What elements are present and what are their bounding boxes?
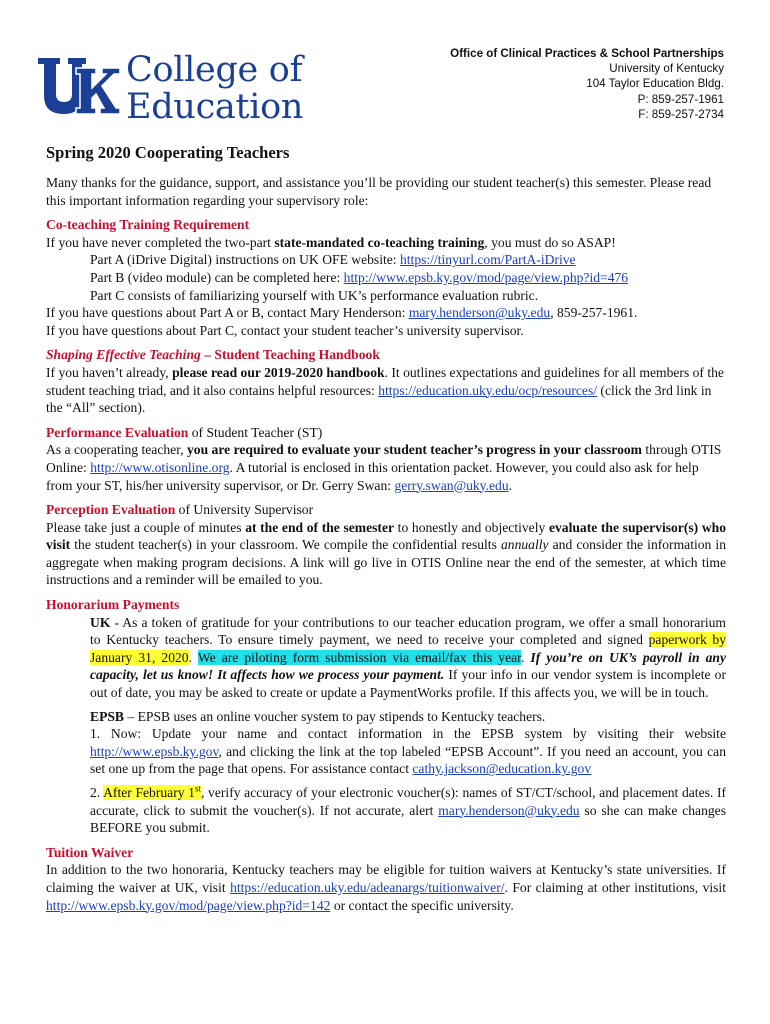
epsb-tuition-link[interactable]: http://www.epsb.ky.gov/mod/page/view.php?id=142 — [46, 897, 331, 913]
heading-red: Performance Evaluation — [46, 424, 189, 440]
coteaching-part-b — [46, 269, 726, 287]
document-body — [46, 143, 726, 914]
text: . — [508, 477, 513, 493]
section-handbook — [46, 346, 726, 416]
text: 1. Now: Update your name and contact information in the EPSB system by visiting their website — [90, 726, 726, 742]
text: . — [520, 649, 531, 665]
gerry-swan-email-link[interactable]: gerry.swan@uky.edu — [394, 477, 509, 493]
text: or contact the specific university. — [330, 897, 514, 913]
tuition-heading: Tuition Waiver — [46, 844, 134, 860]
text: In addition to the two honoraria, Kentucky teachers may be eligible for tuition waivers at Kentucky’s state universities. If claiming the waiver at UK, visit — [46, 862, 726, 895]
part-b-link[interactable]: http://www.epsb.ky.gov/mod/page/view.php?id=476 — [343, 269, 629, 285]
section-performance-evaluation — [46, 424, 726, 494]
text: . — [188, 649, 198, 665]
resources-link[interactable]: https://education.uky.edu/ocp/resources/ — [378, 382, 598, 398]
heading-red: Perception Evaluation — [46, 502, 176, 518]
uk-label: UK — [90, 614, 111, 630]
coteaching-contact-ab — [46, 304, 726, 322]
performance-paragraph — [46, 441, 726, 494]
text: . For claiming at other institutions, visit — [504, 879, 726, 895]
heading-rest: – Student Teaching Handbook — [200, 347, 380, 363]
office-address: 104 Taylor Education Bldg. — [586, 77, 724, 91]
office-phone: P: 859-257-1961 — [637, 92, 724, 106]
emphasis: state-mandated co-teaching training — [274, 234, 485, 250]
logo-line-2: Education — [126, 87, 304, 127]
text: and consider the information in aggregate when making program decisions. A link will go live in OTIS Online near the end of the semester, at which time instructions and a reminder will be emailed to you. — [46, 537, 726, 588]
text: If your info in our vendor system is incomplete or out of date, you may be asked to create or update a PaymentWorks profile. If this affects you, we will be in touch. — [90, 667, 727, 701]
emphasis: evaluate the supervisor(s) who visit — [46, 519, 727, 553]
text: – EPSB uses an online voucher system to pay stipends to Kentucky teachers. — [124, 708, 546, 724]
tuition-paragraph — [46, 861, 726, 914]
coteaching-heading: Co-teaching Training Requirement — [46, 217, 250, 233]
text: through OTIS Online: — [46, 442, 722, 475]
logo-line-1: College of — [126, 50, 303, 90]
mary-henderson-email-link-2[interactable]: mary.henderson@uky.edu — [438, 802, 580, 818]
part-a-link[interactable]: https://tinyurl.com/PartA-iDrive — [399, 252, 576, 268]
performance-heading — [46, 424, 726, 442]
text: , you must do so ASAP! — [484, 234, 616, 250]
otis-online-link[interactable]: http://www.otisonline.org — [90, 459, 230, 475]
text: Please take just a couple of minutes — [46, 519, 246, 535]
office-fax: F: 859-257-2734 — [638, 107, 724, 121]
honorarium-heading: Honorarium Payments — [46, 597, 180, 613]
text: to honestly and objectively — [394, 519, 549, 535]
highlight-after-feb — [103, 785, 201, 800]
text: As a cooperating teacher, — [46, 442, 187, 458]
logo-wordmark — [126, 52, 303, 126]
emphasis-payroll: If you’re on UK’s payroll in any capacity, let us know! It affects how we process your payment. — [90, 649, 726, 683]
highlight-pilot: We are piloting form submission via email/fax this year — [197, 649, 521, 665]
text: 2. — [90, 785, 104, 800]
section-perception-evaluation — [46, 501, 726, 589]
text: - As a token of gratitude for your contributions to our teacher education program, we offer a small honorarium to Kentucky teachers. To ensure timely payment, we need to receive your completed and signed — [90, 614, 726, 648]
office-address-block — [450, 46, 724, 122]
handbook-heading — [46, 346, 726, 364]
text: , and clicking the link at the top labeled “EPSB Account”. If you need an account, you can set one up from the page that opens. For assistance contact — [90, 743, 726, 777]
emphasis: you are required to evaluate your student teacher’s progress in your classroom — [187, 442, 642, 458]
letterhead — [0, 0, 770, 130]
highlight-deadline: paperwork by January 31, 2020 — [90, 632, 726, 665]
italic-text: annually — [500, 537, 549, 553]
epsb-label: EPSB — [90, 708, 124, 724]
coteaching-requirement — [46, 234, 726, 252]
honorarium-epsb-paragraph — [46, 708, 726, 726]
superscript: st — [194, 783, 201, 794]
text: If you have questions about Part A or B, contact Mary Henderson: — [46, 305, 409, 321]
perception-paragraph — [46, 519, 726, 589]
text: . It outlines expectations and guidelines for all members of the student teaching triad, and it also contains helpful resources: — [46, 364, 724, 398]
section-coteaching — [46, 216, 726, 339]
epsb-website-link[interactable]: http://www.epsb.ky.gov — [90, 743, 219, 759]
office-university: University of Kentucky — [609, 62, 724, 76]
text: , verify accuracy of your electronic voucher(s): names of ST/CT/school, and placement dates. If accurate, click to submit the voucher(s). If not accurate, alert — [90, 785, 726, 818]
mary-henderson-email-link[interactable]: mary.henderson@uky.edu — [408, 305, 551, 321]
page-title: Spring 2020 Cooperating Teachers — [46, 143, 290, 162]
epsb-step-2 — [46, 784, 726, 837]
text: After February 1 — [103, 785, 195, 800]
text: If you haven’t already, — [46, 364, 173, 380]
text: , 859-257-1961. — [550, 305, 638, 321]
intro-paragraph: Many thanks for the guidance, support, and assistance you’ll be providing our student teacher(s) this semester. Please read this important information regarding your supervisory role: — [46, 175, 712, 208]
text: . A tutorial is enclosed in this orientation packet. However, you could also ask for help from your ST, his/her university supervisor, or Dr. Gerry Swan: — [46, 459, 699, 493]
text: so she can make changes BEFORE you submit. — [90, 802, 726, 836]
emphasis: at the end of the semester — [245, 519, 395, 535]
heading-rest: of University Supervisor — [175, 502, 314, 518]
uk-logo-mark-icon — [34, 54, 122, 120]
perception-heading — [46, 501, 726, 519]
text: If you have never completed the two-part — [46, 234, 275, 250]
coteaching-part-a — [46, 251, 726, 269]
text: the student teacher(s) in your classroom. We compile the confidential results — [70, 537, 501, 553]
text: (click the 3rd link in the “All” section). — [46, 382, 712, 416]
coteaching-contact-c: If you have questions about Part C, contact your student teacher’s university supervisor. — [46, 322, 524, 338]
emphasis: please read our 2019-2020 handbook — [172, 364, 385, 380]
section-tuition-waiver — [46, 844, 726, 914]
text: Part A (iDrive Digital) instructions on UK OFE website: — [90, 252, 400, 268]
text: Part B (video module) can be completed here: — [90, 269, 344, 285]
section-honorarium — [46, 596, 726, 837]
epsb-step-1 — [46, 725, 726, 778]
heading-rest: of Student Teacher (ST) — [188, 424, 323, 440]
uk-tuition-waiver-link[interactable]: https://education.uky.edu/adeanargs/tuitionwaiver/ — [230, 879, 505, 895]
handbook-paragraph — [46, 364, 726, 417]
coteaching-part-c: Part C consists of familiarizing yourself with UK’s performance evaluation rubric. — [90, 287, 539, 303]
heading-italic: Shaping Effective Teaching — [46, 347, 201, 363]
office-title: Office of Clinical Practices & School Partnerships — [450, 47, 724, 60]
cathy-jackson-email-link[interactable]: cathy.jackson@education.ky.gov — [412, 761, 592, 777]
honorarium-uk-paragraph — [46, 614, 726, 702]
